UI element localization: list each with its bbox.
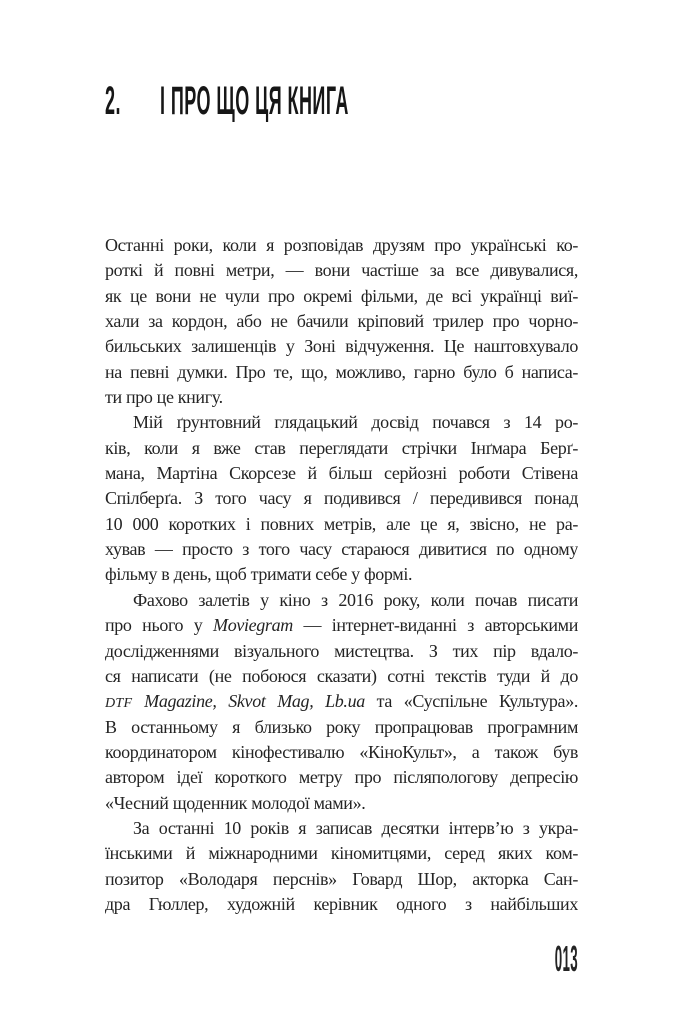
text-line: [105, 841, 578, 866]
text-line: [105, 867, 578, 892]
text-run: ся написати (не побоюся сказати) сотні текстів туди й до: [105, 665, 578, 686]
text-run: хував — просто з того часу стараюся дивитися по одному: [105, 539, 578, 560]
text-line: [105, 537, 578, 562]
text-line: [105, 410, 578, 435]
text-line: [105, 512, 578, 537]
text-run: як це вони не чули про окремі фільми, де всі українці виї-: [105, 285, 578, 306]
text-line: [105, 689, 578, 714]
text-line: [105, 385, 578, 410]
text-run: хали за кордон, або не бачили кріповий трилер про чорно-: [105, 311, 578, 332]
paragraph: [105, 233, 578, 410]
text-line: [105, 461, 578, 486]
text-run: та «Суспільне Культура».: [364, 691, 578, 712]
text-run: фільму в день, щоб тримати себе у формі.: [105, 564, 413, 585]
text-line: [105, 613, 578, 638]
text-line: [105, 664, 578, 689]
text-run: За останні 10 років я записав десятки інтерв’ю з укра-: [133, 817, 578, 838]
text-line: [105, 791, 578, 816]
text-run: їнськими й міжнародними кіномитцями, серед яких ком-: [105, 843, 578, 864]
text-line: [105, 334, 578, 359]
paragraph: [105, 410, 578, 587]
text-line: [105, 284, 578, 309]
text-line: [105, 740, 578, 765]
text-run: ків, коли я вже став переглядати стрічки Інґмара Берґ-: [105, 437, 578, 458]
text-run: автором ідеї короткого метру про післяпологову депресію: [105, 767, 578, 788]
text-line: [105, 360, 578, 385]
text-run: на певні думки. Про те, що, можливо, гарно було б написа-: [105, 361, 578, 382]
text-line: [105, 233, 578, 258]
paragraph: [105, 588, 578, 816]
italic-text-run: Magazine, Skvot Mag, Lb.ua: [132, 691, 365, 712]
text-run: про нього у: [105, 615, 214, 636]
text-run: «Чесний щоденник молодої мами».: [105, 792, 366, 813]
text-run: роткі й повні метри, — вони частіше за все дивувалися,: [105, 260, 578, 281]
text-run: позитор «Володаря перснів» Говард Шор, акторка Сан-: [105, 868, 578, 889]
text-run: Фахово залетів у кіно з 2016 року, коли почав писати: [133, 589, 578, 610]
text-run: ти про це книгу.: [105, 387, 223, 408]
text-run: Останні роки, коли я розповідав друзям про українські ко-: [105, 235, 578, 255]
body-text: [105, 233, 578, 917]
text-line: [105, 816, 578, 841]
text-line: [105, 892, 578, 917]
text-run: координатором кінофестивалю «КіноКульт», а також був: [105, 741, 578, 762]
italic-text-run: Moviegram: [213, 615, 293, 636]
text-line: [105, 639, 578, 664]
text-line: [105, 258, 578, 283]
text-run: дра Гюллер, художній керівник одного з найбільших: [105, 893, 578, 914]
text-run: бильських залишенців у Зоні відчуження. Це наштовхувало: [105, 336, 578, 357]
text-run: — інтернет-виданні з авторськими: [292, 615, 578, 636]
text-line: [105, 715, 578, 740]
text-run: В останньому я близько року пропрацював програмним: [105, 716, 578, 737]
text-line: [105, 588, 578, 613]
text-run: Спілберґа. З того часу я подивився / передивився понад: [105, 488, 578, 509]
text-line: [105, 562, 578, 587]
text-line: [105, 309, 578, 334]
text-line: [105, 765, 578, 790]
text-run: мана, Мартіна Скорсезе й більш серйозні роботи Стівена: [105, 463, 578, 484]
text-run: 10 000 коротких і повних метрів, але це я, звісно, не ра-: [105, 513, 578, 534]
text-run: Мій ґрунтовний глядацький досвід почався з 14 ро-: [133, 412, 578, 433]
italic-text-run: DTF: [105, 695, 133, 712]
paragraph: [105, 816, 578, 917]
text-run: дослідженнями візуального мистецтва. З тих пір вдало-: [105, 640, 578, 661]
chapter-title: І ПРО ЩО ЦЯ КНИГА: [160, 79, 349, 123]
text-line: [105, 486, 578, 511]
page-number-value: 013: [554, 938, 578, 979]
chapter-number: 2.: [105, 79, 121, 123]
text-line: [105, 436, 578, 461]
